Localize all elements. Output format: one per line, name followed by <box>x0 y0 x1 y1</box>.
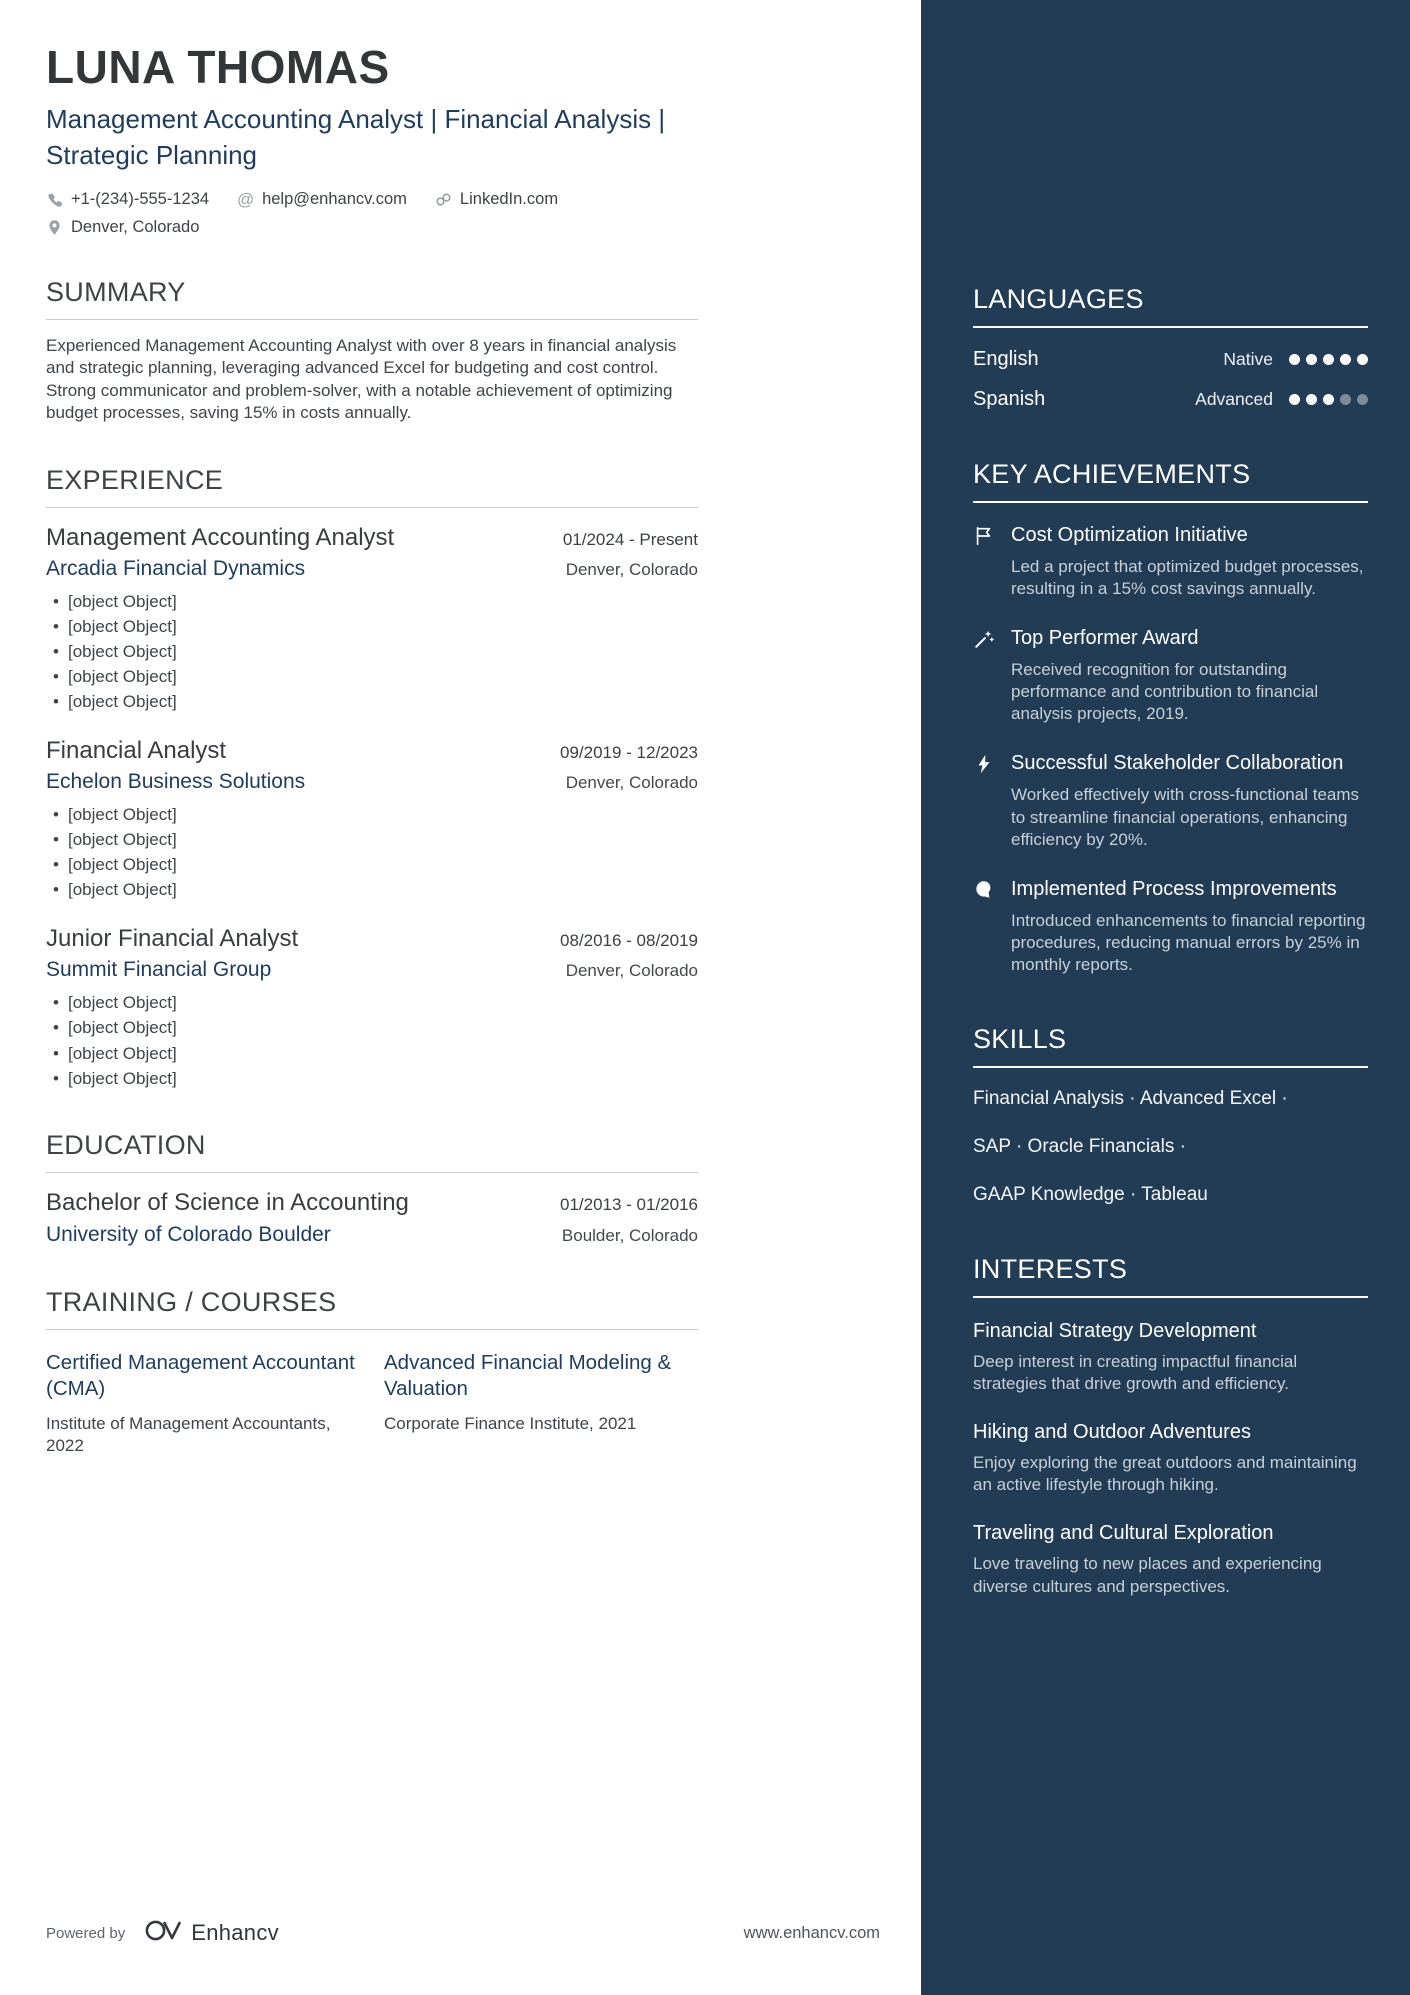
job-bullet: • [object Object] <box>46 1017 698 1039</box>
interest-list <box>973 1318 1368 1598</box>
job-entry <box>46 925 698 1089</box>
language-name: Spanish <box>973 388 1046 410</box>
education-heading: EDUCATION <box>46 1130 698 1173</box>
job-location: Denver, Colorado <box>565 772 698 792</box>
job-bullet: • [object Object] <box>46 879 698 901</box>
achievements-section <box>973 459 1368 976</box>
skills-line: GAAP Knowledge · Tableau <box>973 1184 1208 1206</box>
job-bullet: • [object Object] <box>46 1043 698 1065</box>
job-location: Denver, Colorado <box>565 961 698 981</box>
job-company: Summit Financial Group <box>46 958 272 982</box>
skills-section <box>973 1024 1368 1206</box>
contact-row <box>46 190 606 237</box>
dot-filled <box>1306 394 1317 405</box>
interest-text: Enjoy exploring the great outdoors and maintaining an active lifestyle through hiking. <box>973 1453 1357 1495</box>
at-icon: @ <box>236 189 255 209</box>
location-pin-icon <box>46 219 63 236</box>
achievement-title: Successful Stakeholder Collaboration <box>1011 752 1344 775</box>
powered-by-label: Powered by <box>46 1924 126 1942</box>
skills-line: SAP · Oracle Financials · <box>973 1136 1186 1158</box>
job-bullet: • [object Object] <box>46 854 698 876</box>
enhancv-brand <box>145 1917 279 1949</box>
head-icon <box>973 877 997 976</box>
skills-line: Financial Analysis · Advanced Excel · <box>973 1088 1288 1110</box>
interest-text: Love traveling to new places and experiencing diverse cultures and perspectives. <box>973 1554 1322 1596</box>
achievement-list <box>973 523 1368 976</box>
school-name: University of Colorado Boulder <box>46 1222 331 1246</box>
course-org: Institute of Management Accountants, 2022 <box>46 1414 331 1456</box>
education-section <box>46 1130 698 1247</box>
job-bullet: • [object Object] <box>46 829 698 851</box>
dot-filled <box>1289 354 1300 365</box>
course-list <box>46 1350 698 1457</box>
dot-filled <box>1357 354 1368 365</box>
job-title: Management Accounting Analyst <box>46 523 395 551</box>
dot-filled <box>1323 354 1334 365</box>
training-heading: TRAINING / COURSES <box>46 1287 698 1330</box>
interest-title: Financial Strategy Development <box>973 1320 1257 1343</box>
job-bullet: • [object Object] <box>46 1068 698 1090</box>
interest-title: Hiking and Outdoor Adventures <box>973 1421 1251 1444</box>
dot-filled <box>1289 394 1300 405</box>
wand-icon <box>973 626 997 725</box>
interests-heading: INTERESTS <box>973 1254 1368 1298</box>
job-location: Denver, Colorado <box>565 559 698 579</box>
language-row <box>973 388 1368 411</box>
achievement-text: Introduced enhancements to financial reporting procedures, reducing manual errors by 25% in monthly reports. <box>1011 910 1366 974</box>
job-company: Echelon Business Solutions <box>46 769 306 793</box>
skills-list <box>973 1088 1368 1206</box>
job-bullet: • [object Object] <box>46 804 698 826</box>
job-bullet: • [object Object] <box>46 691 698 713</box>
job-entry <box>46 524 698 713</box>
degree-title: Bachelor of Science in Accounting <box>46 1188 409 1216</box>
summary-heading: SUMMARY <box>46 277 698 320</box>
job-dates: 08/2016 - 08/2019 <box>559 931 698 951</box>
achievements-heading: KEY ACHIEVEMENTS <box>973 459 1368 503</box>
language-proficiency-dots <box>1289 394 1368 405</box>
job-entry <box>46 737 698 901</box>
job-title: Junior Financial Analyst <box>46 925 299 953</box>
achievement-title: Implemented Process Improvements <box>1011 877 1337 900</box>
achievement-text: Worked effectively with cross-functional teams to streamline financial operations, enhancing efficiency by 20%. <box>1011 785 1360 849</box>
languages-section <box>973 284 1368 411</box>
language-level: Native <box>1223 349 1273 369</box>
job-dates: 01/2024 - Present <box>562 529 698 549</box>
interest-item <box>973 1318 1368 1395</box>
person-headline: Management Accounting Analyst | Financial Analysis | Strategic Planning <box>46 104 666 170</box>
linkedin-contact <box>435 190 558 209</box>
achievement-item <box>973 751 1368 850</box>
location-contact <box>46 218 199 237</box>
dot-filled <box>1340 354 1351 365</box>
achievement-item <box>973 877 1368 976</box>
job-bullet: • [object Object] <box>46 591 698 613</box>
phone-contact <box>46 190 209 209</box>
achievement-title: Top Performer Award <box>1011 627 1199 650</box>
language-row <box>973 348 1368 371</box>
interest-text: Deep interest in creating impactful financial strategies that drive growth and efficiency. <box>973 1352 1298 1394</box>
achievement-item <box>973 626 1368 725</box>
phone-number[interactable]: +1-(234)-555-1234 <box>71 189 210 208</box>
footer <box>46 1917 880 1949</box>
language-proficiency-dots <box>1289 354 1368 365</box>
course-title: Advanced Financial Modeling & Valuation <box>384 1350 672 1401</box>
job-bullet-list <box>46 804 698 901</box>
achievement-text: Led a project that optimized budget processes, resulting in a 15% cost savings annually. <box>1011 557 1364 599</box>
course-entry <box>46 1350 364 1457</box>
job-bullet: • [object Object] <box>46 616 698 638</box>
education-dates: 01/2013 - 01/2016 <box>559 1194 698 1214</box>
email-address[interactable]: help@enhancv.com <box>262 189 407 208</box>
phone-icon <box>46 191 63 208</box>
job-bullet: • [object Object] <box>46 666 698 688</box>
training-section <box>46 1287 698 1457</box>
website-link[interactable]: www.enhancv.com <box>743 1923 880 1942</box>
language-list <box>973 348 1368 411</box>
job-company: Arcadia Financial Dynamics <box>46 556 306 580</box>
course-org: Corporate Finance Institute, 2021 <box>384 1414 637 1433</box>
interests-section <box>973 1254 1368 1598</box>
language-name: English <box>973 348 1039 370</box>
achievement-item <box>973 523 1368 600</box>
link-icon <box>435 191 452 208</box>
interest-item <box>973 1419 1368 1496</box>
job-dates: 09/2019 - 12/2023 <box>559 742 698 762</box>
skills-heading: SKILLS <box>973 1024 1368 1068</box>
job-list <box>46 524 698 1090</box>
enhancv-wordmark: Enhancv <box>191 1920 279 1945</box>
education-location: Boulder, Colorado <box>561 1225 698 1245</box>
job-bullet-list <box>46 992 698 1089</box>
sidebar <box>921 0 1410 1995</box>
course-title: Certified Management Accountant (CMA) <box>46 1350 355 1401</box>
location-text: Denver, Colorado <box>71 217 200 236</box>
linkedin-link[interactable]: LinkedIn.com <box>459 189 559 208</box>
summary-section <box>46 277 698 425</box>
achievement-title: Cost Optimization Initiative <box>1011 524 1248 546</box>
bolt-icon <box>973 751 997 850</box>
job-bullet-list <box>46 591 698 713</box>
enhancv-logo-icon <box>145 1917 182 1949</box>
achievement-text: Received recognition for outstanding performance and contribution to financial analysis projects, 2019. <box>1011 660 1319 724</box>
flag-icon <box>973 523 997 600</box>
dot-filled <box>1323 394 1334 405</box>
experience-section <box>46 465 698 1090</box>
interest-item <box>973 1520 1368 1597</box>
person-name: LUNA THOMAS <box>46 41 390 93</box>
dot-empty <box>1357 394 1368 405</box>
dot-filled <box>1306 354 1317 365</box>
job-bullet: • [object Object] <box>46 641 698 663</box>
job-title: Financial Analyst <box>46 736 227 764</box>
dot-empty <box>1340 394 1351 405</box>
job-bullet: • [object Object] <box>46 992 698 1014</box>
education-entry <box>46 1189 698 1247</box>
languages-heading: LANGUAGES <box>973 284 1368 328</box>
interest-title: Traveling and Cultural Exploration <box>973 1522 1274 1545</box>
summary-text: Experienced Management Accounting Analyst with over 8 years in financial analysis and strategic planning, leveraging advanced Excel for budgeting and cost control. Strong communicator and problem-solver, with a notable achievement of optimizing budget processes, saving 15% in costs annually. <box>46 335 677 423</box>
course-entry <box>384 1350 702 1457</box>
main-column <box>0 0 921 1457</box>
experience-heading: EXPERIENCE <box>46 465 698 508</box>
email-contact <box>237 190 407 209</box>
language-level: Advanced <box>1195 389 1273 409</box>
